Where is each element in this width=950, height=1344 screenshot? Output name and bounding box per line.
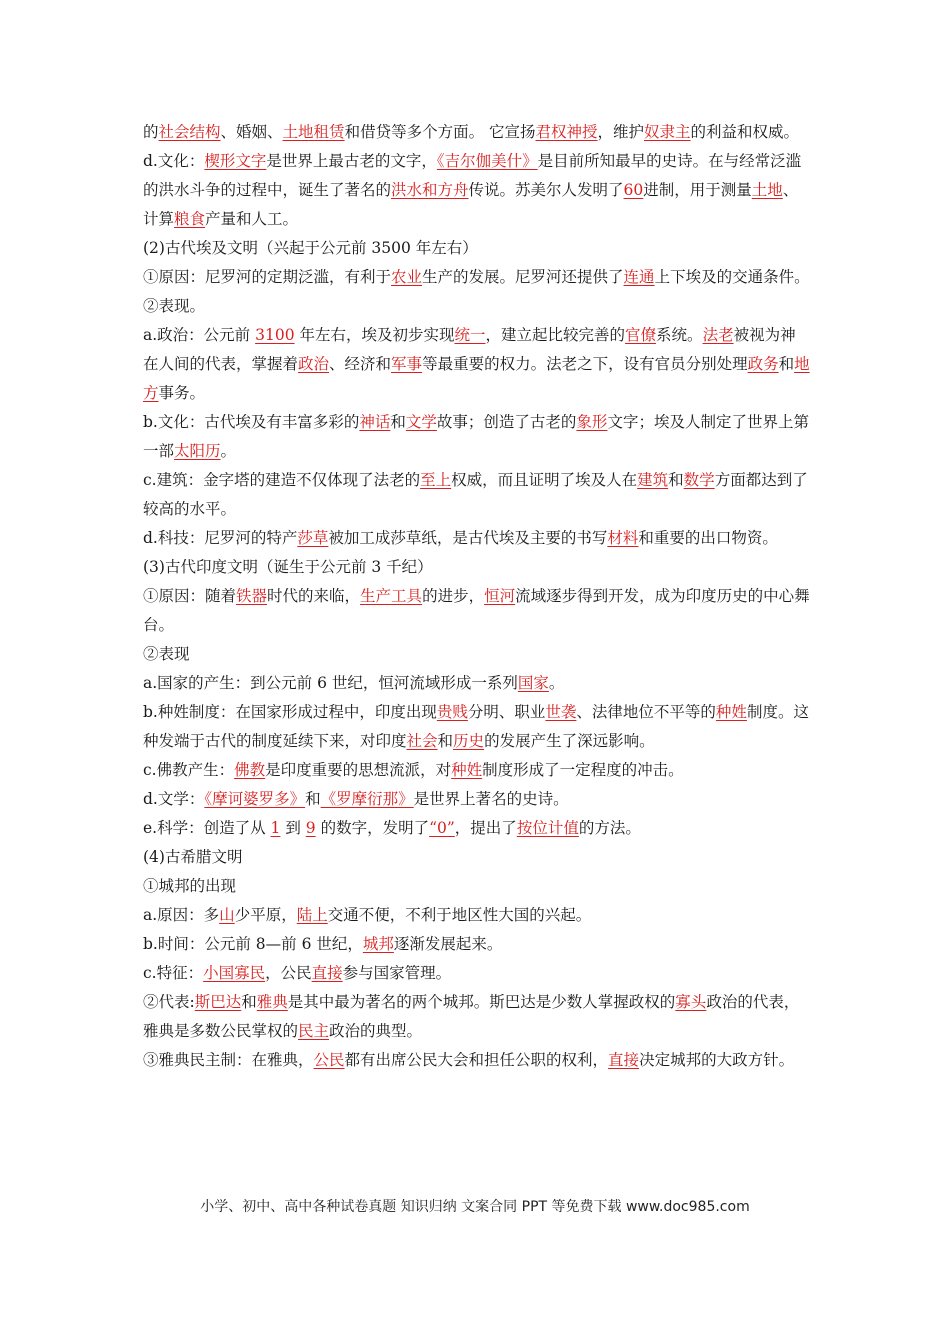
text-run: ，公民 bbox=[265, 964, 312, 982]
text-run: ，提出了 bbox=[454, 819, 517, 837]
key-term: 斯巴达 bbox=[194, 993, 242, 1011]
text-run: 年左右，埃及初步实现 bbox=[294, 326, 455, 344]
key-term: 太阳历 bbox=[174, 442, 221, 460]
key-term: “0” bbox=[429, 819, 455, 837]
text-run: 和 bbox=[241, 993, 257, 1011]
paragraph bbox=[143, 292, 811, 321]
paragraph bbox=[143, 1046, 811, 1075]
key-term: 统一 bbox=[454, 326, 486, 344]
paragraph bbox=[143, 118, 811, 147]
paragraph bbox=[143, 263, 811, 292]
text-run: ②表现。 bbox=[143, 297, 206, 315]
text-run: 逐渐发展起来。 bbox=[393, 935, 503, 953]
paragraph bbox=[143, 321, 811, 408]
key-term: 神话 bbox=[359, 413, 391, 431]
key-term: 雅典 bbox=[256, 993, 288, 1011]
key-term: 佛教 bbox=[234, 761, 266, 779]
key-term: 贵贱 bbox=[436, 703, 468, 721]
text-run: 等最重要的权力。法老之下，设有官员分别处理 bbox=[422, 355, 748, 373]
paragraph bbox=[143, 814, 811, 843]
text-run: 的方法。 bbox=[578, 819, 641, 837]
text-run: 和重要的出口物资。 bbox=[638, 529, 778, 547]
key-term: 恒河 bbox=[484, 587, 516, 605]
text-run: 、法律地位不平等的 bbox=[576, 703, 716, 721]
text-run: a.国家的产生：到公元前 6 世纪，恒河流域形成一系列 bbox=[143, 674, 518, 692]
key-term: 政务 bbox=[747, 355, 779, 373]
text-run: 进制，用于测量 bbox=[643, 181, 752, 199]
text-run: 被加工成莎草纸，是古代埃及主要的书写 bbox=[328, 529, 608, 547]
text-run: 权威，而且证明了埃及人在 bbox=[451, 471, 638, 489]
key-term: 9 bbox=[305, 819, 316, 837]
key-term: 政治 bbox=[298, 355, 330, 373]
text-run: 决定城邦的大政方针。 bbox=[639, 1051, 795, 1069]
text-run: 是世界上著名的史诗。 bbox=[413, 790, 569, 808]
text-run: 和 bbox=[668, 471, 684, 489]
text-run: ，维护 bbox=[597, 123, 645, 141]
paragraph bbox=[143, 930, 811, 959]
paragraph bbox=[143, 669, 811, 698]
key-term: 社会结构 bbox=[158, 123, 221, 141]
page-footer: 小学、初中、高中各种试卷真题 知识归纳 文案合同 PPT 等免费下载 www.doc985.com bbox=[200, 1199, 750, 1215]
key-term: 世袭 bbox=[545, 703, 577, 721]
key-term: 地方 bbox=[143, 355, 810, 402]
key-term: 建筑 bbox=[637, 471, 669, 489]
paragraph bbox=[143, 959, 811, 988]
text-run: b.文化：古代埃及有丰富多彩的 bbox=[143, 413, 360, 431]
text-run: 交通不便，不利于地区性大国的兴起。 bbox=[327, 906, 592, 924]
key-term: 《罗摩衍那》 bbox=[320, 790, 414, 808]
paragraph bbox=[143, 147, 811, 234]
text-run: c.建筑：金字塔的建造不仅体现了法老的 bbox=[143, 471, 421, 489]
paragraph bbox=[143, 698, 811, 756]
text-run: 文字；埃及人制定了世界上第一部 bbox=[143, 413, 809, 460]
text-run: 事务。 bbox=[158, 384, 206, 402]
key-term: 粮食 bbox=[174, 210, 206, 228]
key-term: 官僚 bbox=[625, 326, 657, 344]
paragraph bbox=[143, 756, 811, 785]
key-term: 生产工具 bbox=[360, 587, 423, 605]
document-body bbox=[143, 118, 811, 1075]
paragraph bbox=[143, 524, 811, 553]
paragraph bbox=[143, 553, 811, 582]
text-run: (4)古希腊文明 bbox=[143, 848, 243, 866]
paragraph bbox=[143, 466, 811, 524]
key-term: 土地 bbox=[751, 181, 783, 199]
text-run: d.文学： bbox=[143, 790, 205, 808]
paragraph bbox=[143, 408, 811, 466]
key-term: 象形 bbox=[576, 413, 608, 431]
text-run: 产量和人工。 bbox=[205, 210, 299, 228]
text-run: ②代表: bbox=[143, 993, 195, 1011]
key-term: 历史 bbox=[453, 732, 485, 750]
key-term: 种姓 bbox=[715, 703, 747, 721]
text-run: b.时间：公元前 8—前 6 世纪， bbox=[143, 935, 363, 953]
paragraph bbox=[143, 785, 811, 814]
key-term: 按位计值 bbox=[516, 819, 579, 837]
text-run: 。 bbox=[548, 674, 565, 692]
key-term: 连通 bbox=[623, 268, 655, 286]
text-run: b.种姓制度：在国家形成过程中，印度出现 bbox=[143, 703, 437, 721]
key-term: 城邦 bbox=[362, 935, 394, 953]
key-term: 文学 bbox=[405, 413, 437, 431]
text-run: (3)古代印度文明（诞生于公元前 3 千纪） bbox=[143, 558, 433, 576]
key-term: 种姓 bbox=[451, 761, 483, 779]
text-run: 是目前所知最早的史诗。在与经常泛滥的洪水斗争的过程中，诞生了著名的 bbox=[143, 152, 802, 199]
text-run: 和 bbox=[305, 790, 321, 808]
text-run: ②表现 bbox=[143, 645, 190, 663]
key-term: 直接 bbox=[608, 1051, 640, 1069]
text-run: 的数字，发明了 bbox=[315, 819, 430, 837]
text-run: a.原因：多 bbox=[143, 906, 220, 924]
key-term: 材料 bbox=[607, 529, 639, 547]
key-term: 洪水和方舟 bbox=[391, 181, 469, 199]
key-term: 土地租赁 bbox=[282, 123, 345, 141]
text-run: 是其中最为著名的两个城邦。斯巴达是少数人掌握政权的 bbox=[287, 993, 676, 1011]
text-run: 流域逐步得到开发，成为印度历史的中心舞台。 bbox=[143, 587, 810, 634]
key-term: 国家 bbox=[517, 674, 549, 692]
text-run: 和 bbox=[390, 413, 406, 431]
text-run: d.文化： bbox=[143, 152, 205, 170]
paragraph bbox=[143, 901, 811, 930]
text-run: 少平原， bbox=[234, 906, 297, 924]
text-run: 政治的典型。 bbox=[329, 1022, 423, 1040]
key-term: 至上 bbox=[420, 471, 452, 489]
text-run: 制度形成了一定程度的冲击。 bbox=[482, 761, 684, 779]
text-run: 时代的来临， bbox=[267, 587, 361, 605]
text-run: 是世界上最古老的文字， bbox=[266, 152, 437, 170]
text-run: 方面都达到了较高的水平。 bbox=[143, 471, 808, 518]
text-run: e.科学：创造了从 bbox=[143, 819, 271, 837]
key-term: 奴隶主 bbox=[644, 123, 691, 141]
text-run: 是印度重要的思想流派，对 bbox=[265, 761, 452, 779]
text-run: ③雅典民主制：在雅典， bbox=[143, 1051, 314, 1069]
key-term: 山 bbox=[219, 906, 235, 924]
text-run: 故事；创造了古老的 bbox=[436, 413, 577, 431]
text-run: (2)古代埃及文明（兴起于公元前 3500 年左右） bbox=[143, 239, 478, 257]
key-term: 《摩诃婆罗多》 bbox=[204, 790, 306, 808]
text-run: 的发展产生了深远影响。 bbox=[484, 732, 655, 750]
text-run: 的 bbox=[143, 123, 159, 141]
key-term: 军事 bbox=[391, 355, 423, 373]
text-run: 和借贷等多个方面。 它宣扬 bbox=[344, 123, 536, 141]
key-term: 铁器 bbox=[236, 587, 268, 605]
key-term: 陆上 bbox=[296, 906, 328, 924]
key-term: 小国寡民 bbox=[203, 964, 266, 982]
text-run: ，建立起比较完善的 bbox=[485, 326, 626, 344]
text-run: 系统。 bbox=[656, 326, 703, 344]
paragraph bbox=[143, 640, 811, 669]
text-run: ①城邦的出现 bbox=[143, 877, 237, 895]
text-run: 上下埃及的交通条件。 bbox=[654, 268, 810, 286]
key-term: 数学 bbox=[683, 471, 715, 489]
text-run: ①原因：尼罗河的定期泛滥，有利于 bbox=[143, 268, 392, 286]
key-term: 公民 bbox=[313, 1051, 345, 1069]
text-run: 被视为神在人间的代表，掌握着 bbox=[143, 326, 796, 373]
key-term: 莎草 bbox=[297, 529, 329, 547]
text-run: 分明、职业 bbox=[467, 703, 546, 721]
text-run: 、计算 bbox=[143, 181, 799, 228]
text-run: d.科技：尼罗河的特产 bbox=[143, 529, 298, 547]
text-run: 制度。这种发端于古代的制度延续下来，对印度 bbox=[143, 703, 809, 750]
key-term: 60 bbox=[623, 181, 644, 199]
text-run: 传说。苏美尔人发明了 bbox=[468, 181, 624, 199]
paragraph bbox=[143, 843, 811, 872]
key-term: 农业 bbox=[391, 268, 423, 286]
text-run: c.特征： bbox=[143, 964, 204, 982]
paragraph bbox=[143, 872, 811, 901]
text-run: 参与国家管理。 bbox=[342, 964, 452, 982]
text-run: 和 bbox=[437, 732, 454, 750]
key-term: 楔形文字 bbox=[204, 152, 267, 170]
key-term: 3100 bbox=[255, 326, 295, 344]
text-run: 、婚姻、 bbox=[220, 123, 283, 141]
text-run: 。 bbox=[220, 442, 237, 460]
text-run: 都有出席公民大会和担任公职的权利， bbox=[344, 1051, 609, 1069]
key-term: 君权神授 bbox=[535, 123, 598, 141]
text-run: a.政治：公元前 bbox=[143, 326, 256, 344]
text-run: 和 bbox=[778, 355, 795, 373]
paragraph bbox=[143, 234, 811, 263]
key-term: 《吉尔伽美什》 bbox=[436, 152, 538, 170]
key-term: 法老 bbox=[702, 326, 734, 344]
text-run: ①原因：随着 bbox=[143, 587, 237, 605]
paragraph bbox=[143, 582, 811, 640]
text-run: 到 bbox=[280, 819, 306, 837]
text-run: 政治的代表，雅典是多数公民掌权的 bbox=[143, 993, 800, 1040]
text-run: 的利益和权威。 bbox=[690, 123, 800, 141]
key-term: 民主 bbox=[298, 1022, 330, 1040]
text-run: 生产的发展。尼罗河还提供了 bbox=[422, 268, 624, 286]
paragraph bbox=[143, 988, 811, 1046]
key-term: 直接 bbox=[311, 964, 343, 982]
key-term: 寡头 bbox=[675, 993, 707, 1011]
text-run: 、经济和 bbox=[329, 355, 392, 373]
text-run: 的进步， bbox=[422, 587, 485, 605]
key-term: 1 bbox=[270, 819, 281, 837]
text-run: c.佛教产生： bbox=[143, 761, 235, 779]
key-term: 社会 bbox=[406, 732, 438, 750]
